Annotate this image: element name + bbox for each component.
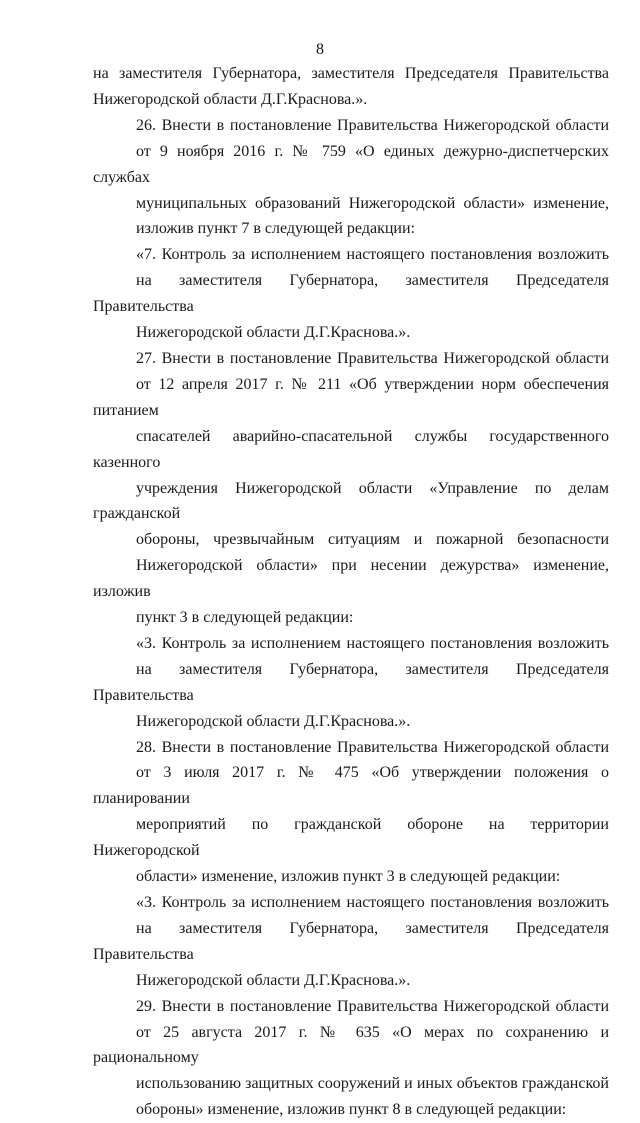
paragraph xyxy=(93,890,609,994)
text-line: пункт 3 в следующей редакции: xyxy=(136,609,354,627)
text-line: от 9 ноября 2016 г. № 759 «О единых дежурно-диспетчерских службах xyxy=(93,142,609,186)
text-line: Нижегородской области» при несении дежурства» изменение, изложив xyxy=(93,557,609,601)
text-line: изложив пункт 7 в следующей редакции: xyxy=(136,220,415,238)
text-line: Нижегородской области Д.Г.Краснова.». xyxy=(136,324,411,342)
document-body xyxy=(93,61,609,1123)
paragraph xyxy=(93,113,609,243)
paragraph xyxy=(93,242,609,346)
text-line: «3. Контроль за исполнением настоящего постановления возложить xyxy=(136,634,609,652)
paragraph xyxy=(93,631,609,735)
text-line: от 25 августа 2017 г. № 635 «О мерах по сохранению и рациональному xyxy=(93,1023,609,1067)
text-line: учреждения Нижегородской области «Управление по делам гражданской xyxy=(93,479,609,523)
text-line: «7. Контроль за исполнением настоящего постановления возложить xyxy=(136,246,609,264)
text-line: на заместителя Губернатора, заместителя Председателя Правительства xyxy=(93,919,609,963)
text-line: Нижегородской области Д.Г.Краснова.». xyxy=(136,712,411,730)
paragraph xyxy=(93,994,609,1123)
text-line: обороны, чрезвычайным ситуациям и пожарной безопасности xyxy=(136,531,609,549)
text-line: на заместителя Губернатора, заместителя Председателя Правительства xyxy=(93,660,609,704)
text-line: от 12 апреля 2017 г. № 211 «Об утверждении норм обеспечения питанием xyxy=(93,375,609,419)
text-line: 28. Внести в постановление Правительства Нижегородской области xyxy=(136,738,609,756)
text-line: Нижегородской области Д.Г.Краснова.». xyxy=(136,971,411,989)
page-number: 8 xyxy=(316,41,324,58)
text-line: мероприятий по гражданской обороне на территории Нижегородской xyxy=(93,816,609,860)
text-line: 29. Внести в постановление Правительства Нижегородской области xyxy=(136,997,609,1015)
paragraph xyxy=(93,735,609,890)
text-line: на заместителя Губернатора, заместителя Председателя Правительства xyxy=(93,272,609,316)
text-line: муниципальных образований Нижегородской области» изменение, xyxy=(136,194,609,212)
paragraph xyxy=(93,61,609,113)
text-line: обороны» изменение, изложив пункт 8 в следующей редакции: xyxy=(136,1101,567,1119)
text-line: спасателей аварийно-спасательной службы государственного казенного xyxy=(93,427,609,471)
text-line: от 3 июля 2017 г. № 475 «Об утверждении положения о планировании xyxy=(93,764,609,808)
text-line: 26. Внести в постановление Правительства Нижегородской области xyxy=(136,116,609,134)
text-line: области» изменение, изложив пункт 3 в следующей редакции: xyxy=(136,868,561,886)
text-line: Нижегородской области Д.Г.Краснова.». xyxy=(93,90,368,108)
text-line: на заместителя Губернатора, заместителя Председателя Правительства xyxy=(93,65,609,82)
text-line: 27. Внести в постановление Правительства Нижегородской области xyxy=(136,349,609,367)
text-line: использованию защитных сооружений и иных объектов гражданской xyxy=(136,1075,609,1093)
paragraph xyxy=(93,346,609,631)
text-line: «3. Контроль за исполнением настоящего постановления возложить xyxy=(136,894,609,911)
